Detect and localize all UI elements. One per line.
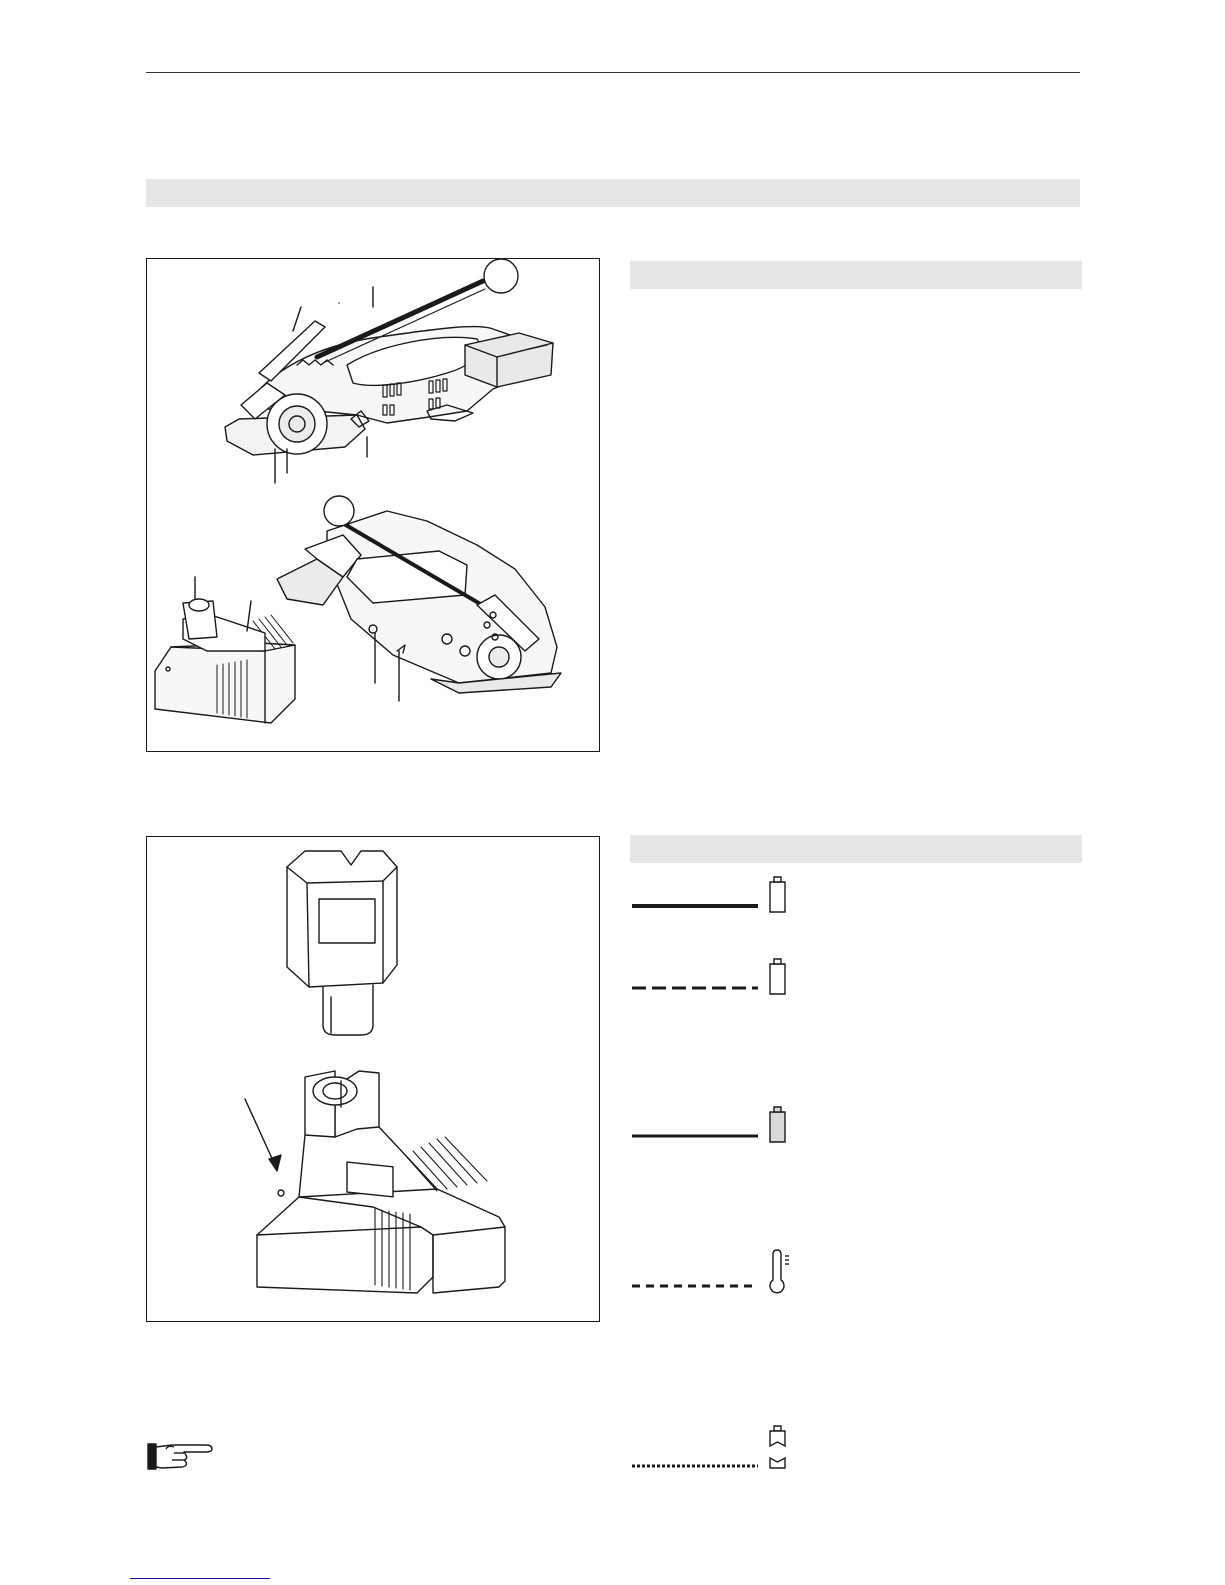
panel-heading-band-legend (630, 835, 1082, 863)
battery-full-icon (770, 1107, 785, 1142)
charger-insert-drawing (147, 837, 601, 1323)
legend-item-overtemperature (630, 1244, 810, 1304)
thermometer-icon (770, 1250, 789, 1293)
tool-overview-drawing (147, 259, 601, 753)
pointing-hand-icon (146, 1441, 216, 1471)
legend-item-battery-full (630, 1098, 810, 1158)
section-heading-band (146, 179, 1080, 207)
legend-item-battery-empty (630, 868, 810, 928)
panel-heading-band-tool (630, 261, 1082, 289)
battery-charging-icon (770, 959, 785, 994)
figure-tool-overview (146, 258, 600, 752)
top-rule (146, 72, 1080, 73)
legend-item-battery-charging (630, 950, 810, 1010)
legend-item-battery-defective (630, 1424, 810, 1484)
battery-empty-icon (770, 877, 785, 912)
figure-charger-insert (146, 836, 600, 1322)
footer-link-underline[interactable] (130, 1578, 270, 1579)
battery-defective-icon (770, 1426, 785, 1468)
